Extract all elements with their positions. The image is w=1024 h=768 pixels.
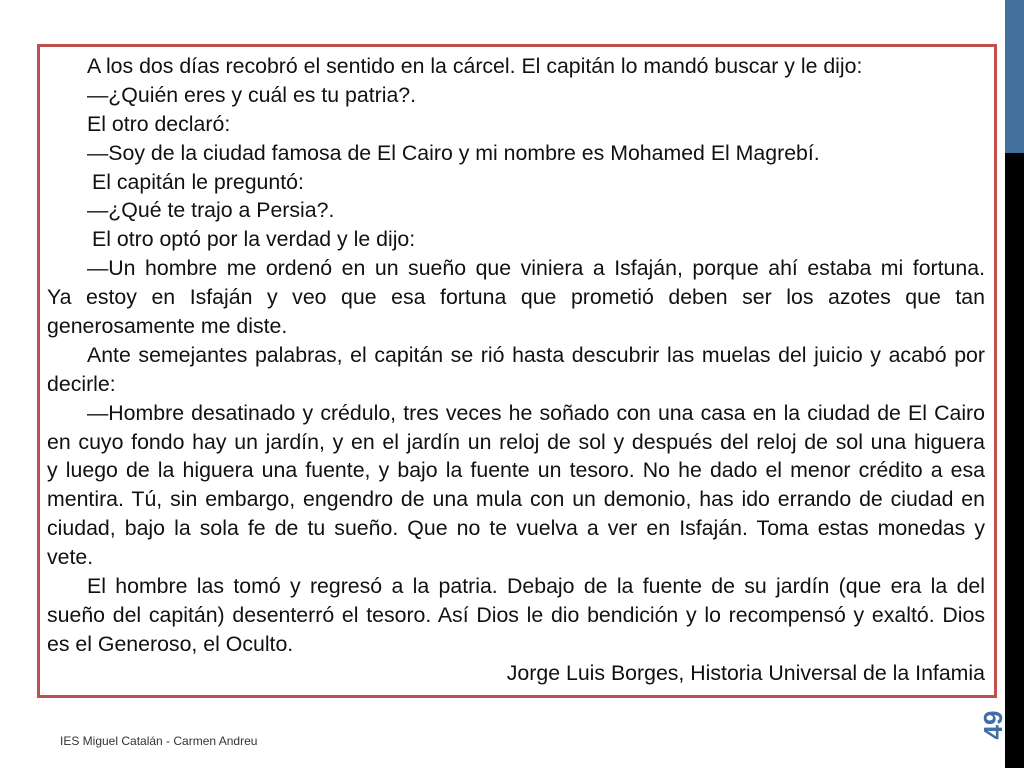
text-line: y luego de la higuera una fuente, y bajo la fuente un tesoro. No he dado el menor crédito a esa: [47, 458, 985, 483]
text-line: —Soy de la ciudad famosa de El Cairo y mi nombre es Mohamed El Magrebí.: [87, 140, 820, 165]
text-line: ciudad, bajo la sola fe de tu sueño. Que no te vuelva a ver en Isfaján. Toma estas monedas y: [47, 516, 985, 541]
text-line: mentira. Tú, sin embargo, engendro de una mula con un demonio, has ido errando de ciudad en: [47, 487, 985, 512]
text-line: es el Generoso, el Oculto.: [47, 631, 294, 656]
accent-bar-top: [1005, 0, 1024, 153]
text-line: El capitán le preguntó:: [92, 169, 304, 194]
text-line: El otro declaró:: [87, 111, 231, 136]
text-line: —¿Quién eres y cuál es tu patria?.: [87, 82, 417, 107]
text-line: sueño del capitán) desenterró el tesoro. Así Dios le dio bendición y lo recompensó y exaltó. Dios: [47, 602, 985, 627]
text-line: en cuyo fondo hay un jardín, y en el jardín un reloj de sol y después del reloj de sol una higuera: [47, 429, 985, 454]
text-line: vete.: [47, 545, 94, 570]
slide-number: 49: [978, 710, 1008, 740]
text-line: El otro optó por la verdad y le dijo:: [92, 227, 416, 252]
text-line: decirle:: [47, 371, 116, 396]
text-line: Ya estoy en Isfaján y veo que esa fortuna que prometió deben ser los azotes que tan: [47, 285, 985, 310]
footer-text: IES Miguel Catalán - Carmen Andreu: [60, 734, 258, 748]
accent-bar-bottom: [1005, 153, 1024, 768]
text-line: —Hombre desatinado y crédulo, tres veces he soñado con una casa en la ciudad de El Cairo: [87, 400, 985, 425]
text-line: —¿Qué te trajo a Persia?.: [87, 198, 335, 223]
text-line: generosamente me diste.: [47, 314, 288, 339]
text-line: El hombre las tomó y regresó a la patria. Debajo de la fuente de su jardín (que era la del: [87, 574, 985, 599]
text-line: A los dos días recobró el sentido en la cárcel. El capitán lo mandó buscar y le dijo:: [87, 54, 863, 78]
text-line: —Un hombre me ordenó en un sueño que viniera a Isfaján, porque ahí estaba mi fortuna.: [87, 256, 985, 281]
quote-attribution: Jorge Luis Borges, Historia Universal de la Infamia: [506, 660, 985, 685]
text-box: [37, 44, 997, 698]
text-line: Ante semejantes palabras, el capitán se rió hasta descubrir las muelas del juicio y acabó por: [87, 342, 985, 367]
